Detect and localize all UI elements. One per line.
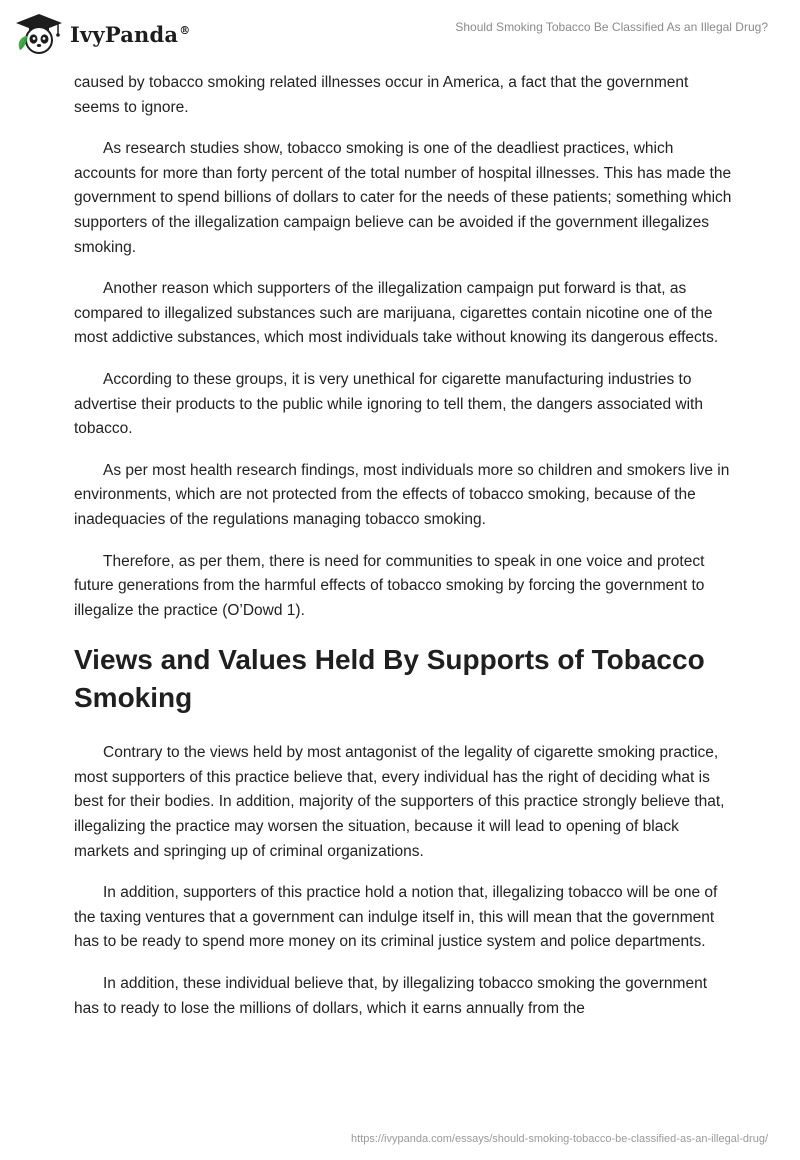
paragraph: Therefore, as per them, there is need for communities to speak in one voice and protect future generations from the harmful effects of tobacco smoking by forcing the government to illegalize the practice (O’Dowd 1). [74,552,705,619]
paragraph: As research studies show, tobacco smoking is one of the deadliest practices, which accounts for more than forty percent of the total number of hospital illnesses. This has made the government to spend billions of dollars to cater for the needs of these patients; something which supporters of the illegalization campaign believe can be avoided if the government illegalizes smoking. [74,140,732,256]
section-heading: Views and Values Held By Supports of Tobacco Smoking [74,644,705,714]
page-header [0,0,800,70]
paragraph: According to these groups, it is very unethical for cigarette manufacturing industries to advertise their products to the public while ignoring to tell them, the dangers associated with tobacco. [74,370,703,438]
ivypanda-logo[interactable] [14,12,190,56]
paragraph: As per most health research findings, most individuals more so children and smokers live in environments, which are not protected from the effects of tobacco smoking, because of the inadequacies of the regulations managing tobacco smoking. [74,461,730,528]
paragraph: In addition, supporters of this practice hold a notion that, illegalizing tobacco will be one of the taxing ventures that a government can indulge itself in, this will mean that the government has to be ready to spend more money on its criminal justice system and police departments. [74,884,718,951]
essay-body [74,71,734,1038]
document-title: Should Smoking Tobacco Be Classified As an Illegal Drug? [455,20,768,34]
source-url[interactable]: https://ivypanda.com/essays/should-smoking-tobacco-be-classified-as-an-illegal-drug/ [351,1133,768,1145]
logo-text: IvyPanda® [70,21,191,47]
panda-logo-icon [14,12,64,56]
paragraph: In addition, these individual believe that, by illegalizing tobacco smoking the government has to ready to lose the millions of dollars, which it earns annually from the [74,975,708,1017]
paragraph: Another reason which supporters of the illegalization campaign put forward is that, as compared to illegalized substances such are marijuana, cigarettes contain nicotine one of the most addictive substances, which most individuals take without knowing its dangerous effects. [74,280,719,347]
registered-mark: ® [179,23,191,37]
paragraph: Contrary to the views held by most antagonist of the legality of cigarette smoking practice, most supporters of this practice believe that, every individual has the right of deciding what is best for their bodies. In addition, majority of the supporters of this practice strongly believe that, illegalizing the practice may worsen the situation, because it will lead to opening of black markets and springing up of criminal organizations. [74,744,725,860]
paragraph-continued: caused by tobacco smoking related illnesses occur in America, a fact that the government seems to ignore. [74,74,689,116]
